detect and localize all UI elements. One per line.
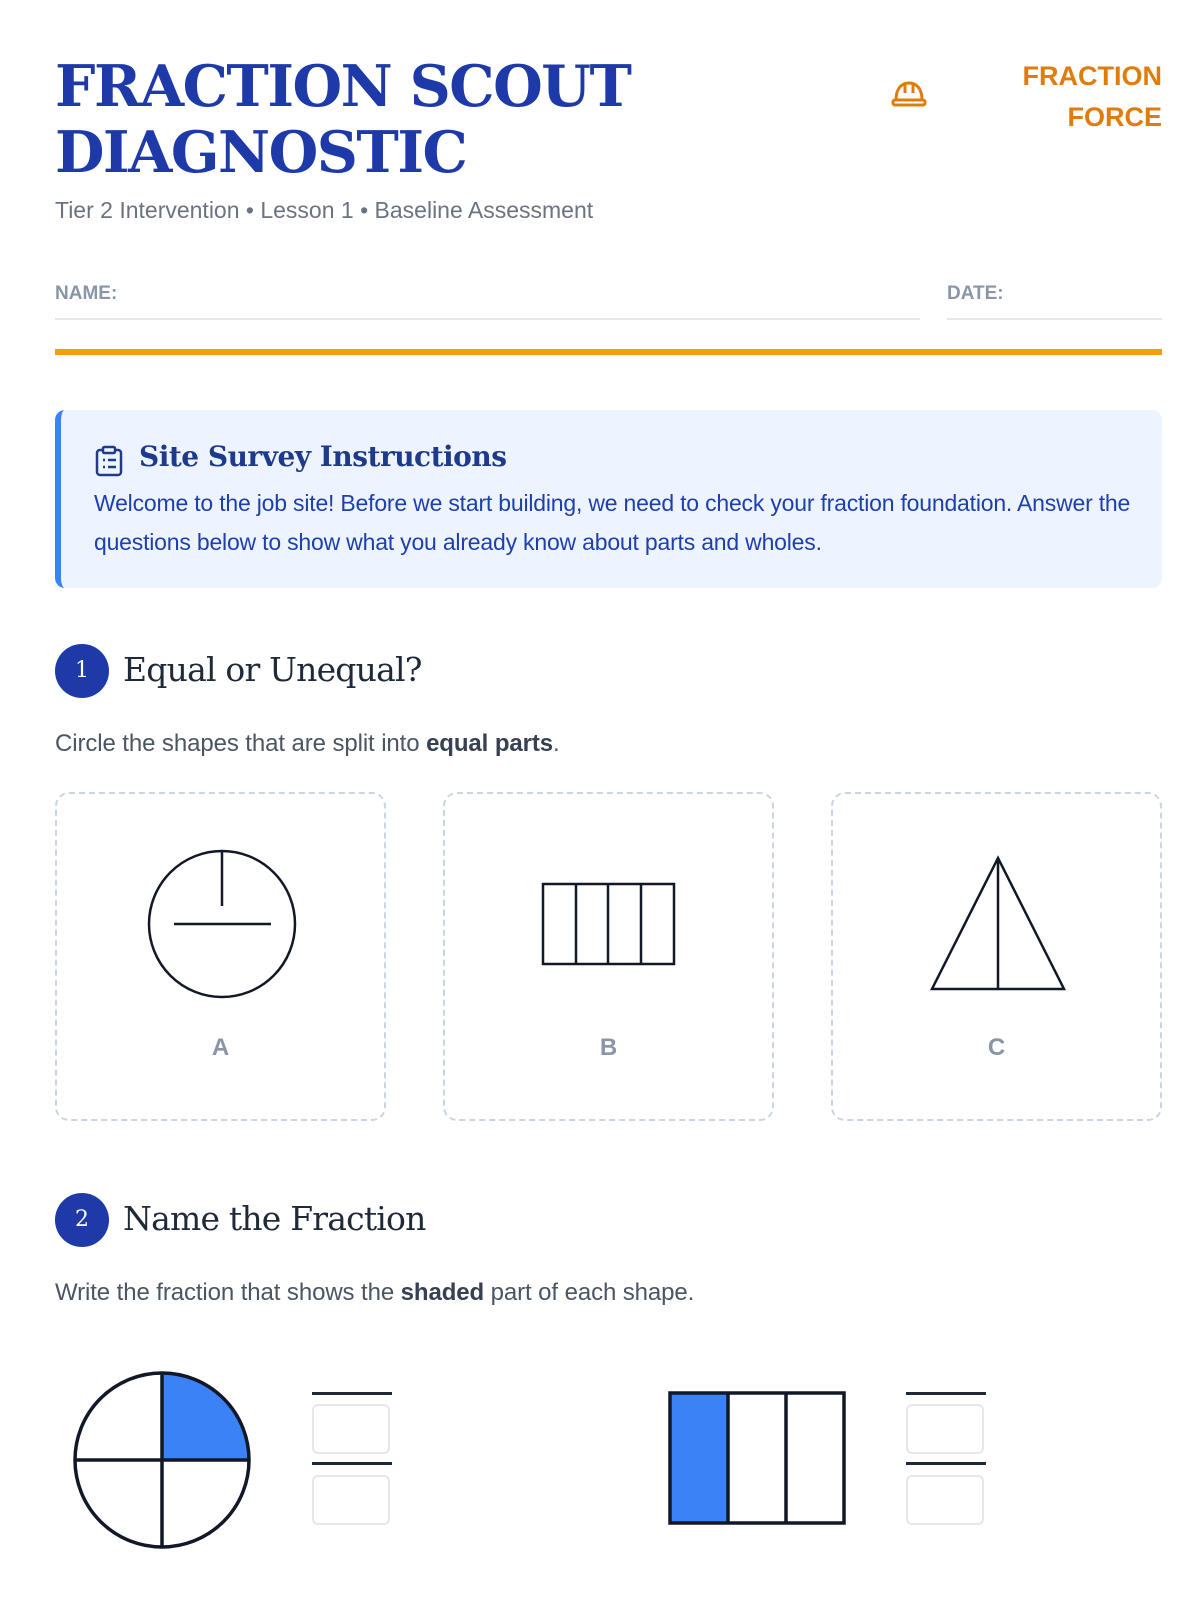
fraction-1-denominator-input[interactable] [312, 1475, 390, 1525]
page-subtitle: Tier 2 Intervention • Lesson 1 • Baseline Assessment [55, 197, 594, 223]
fraction-2-top-line [906, 1392, 986, 1395]
fraction-1-top-line [312, 1392, 392, 1395]
q1-instr-end: . [553, 730, 560, 757]
clipboard-icon [94, 445, 124, 477]
shape-c-label: C [987, 1034, 1006, 1061]
q2-instr-end: part of each shape. [484, 1279, 695, 1306]
name-field[interactable] [55, 318, 920, 320]
question-1-instructions [55, 730, 560, 758]
fraction-2-numerator-input[interactable] [906, 1404, 984, 1454]
fraction-2-denominator-input[interactable] [906, 1475, 984, 1525]
instructions-title: Site Survey Instructions [139, 440, 507, 473]
worksheet-page [55, 0, 1162, 1600]
brand-line-2: FORCE [1067, 102, 1162, 132]
header-divider [55, 349, 1162, 355]
shape-b-label: B [599, 1034, 618, 1061]
hard-hat-icon [889, 73, 929, 113]
page-title [55, 54, 755, 186]
brand-logo-text [962, 56, 1162, 138]
question-2-title: Name the Fraction [123, 1199, 426, 1238]
fraction-1-numerator-input[interactable] [312, 1404, 390, 1454]
question-2-badge: 2 [55, 1193, 109, 1247]
shape-c-triangle [833, 794, 1164, 1123]
fraction-circle-quarters [72, 1370, 252, 1550]
question-1-badge: 1 [55, 644, 109, 698]
q2-instr-text: Write the fraction that shows the [55, 1279, 401, 1306]
name-label: NAME: [55, 283, 118, 304]
instructions-panel [55, 410, 1162, 588]
shape-card-a[interactable] [55, 792, 386, 1121]
shape-card-c[interactable] [831, 792, 1162, 1121]
instructions-body: Welcome to the job site! Before we start building, we need to check your fraction foundation. Answer the questions below to show what you already know about parts and wholes. [94, 490, 1131, 555]
shape-card-b[interactable] [443, 792, 774, 1121]
date-field[interactable] [947, 318, 1162, 320]
question-1-title: Equal or Unequal? [123, 650, 422, 689]
fraction-2-bar [906, 1462, 986, 1465]
q2-instr-bold: shaded [400, 1279, 485, 1306]
shape-a-circle [57, 794, 388, 1123]
q1-instr-bold: equal parts [426, 730, 554, 757]
q1-instr-text: Circle the shapes that are split into [55, 730, 427, 757]
brand-line-1: FRACTION [1022, 61, 1162, 91]
fraction-rectangle-thirds [667, 1390, 847, 1530]
title-line-2: DIAGNOSTIC [55, 119, 467, 186]
date-label: DATE: [947, 283, 1004, 304]
title-line-1: FRACTION SCOUT [55, 53, 631, 120]
fraction-1-bar [312, 1462, 392, 1465]
shape-a-label: A [211, 1034, 230, 1061]
shape-b-rectangle [445, 794, 776, 1123]
question-2-instructions [55, 1279, 694, 1307]
